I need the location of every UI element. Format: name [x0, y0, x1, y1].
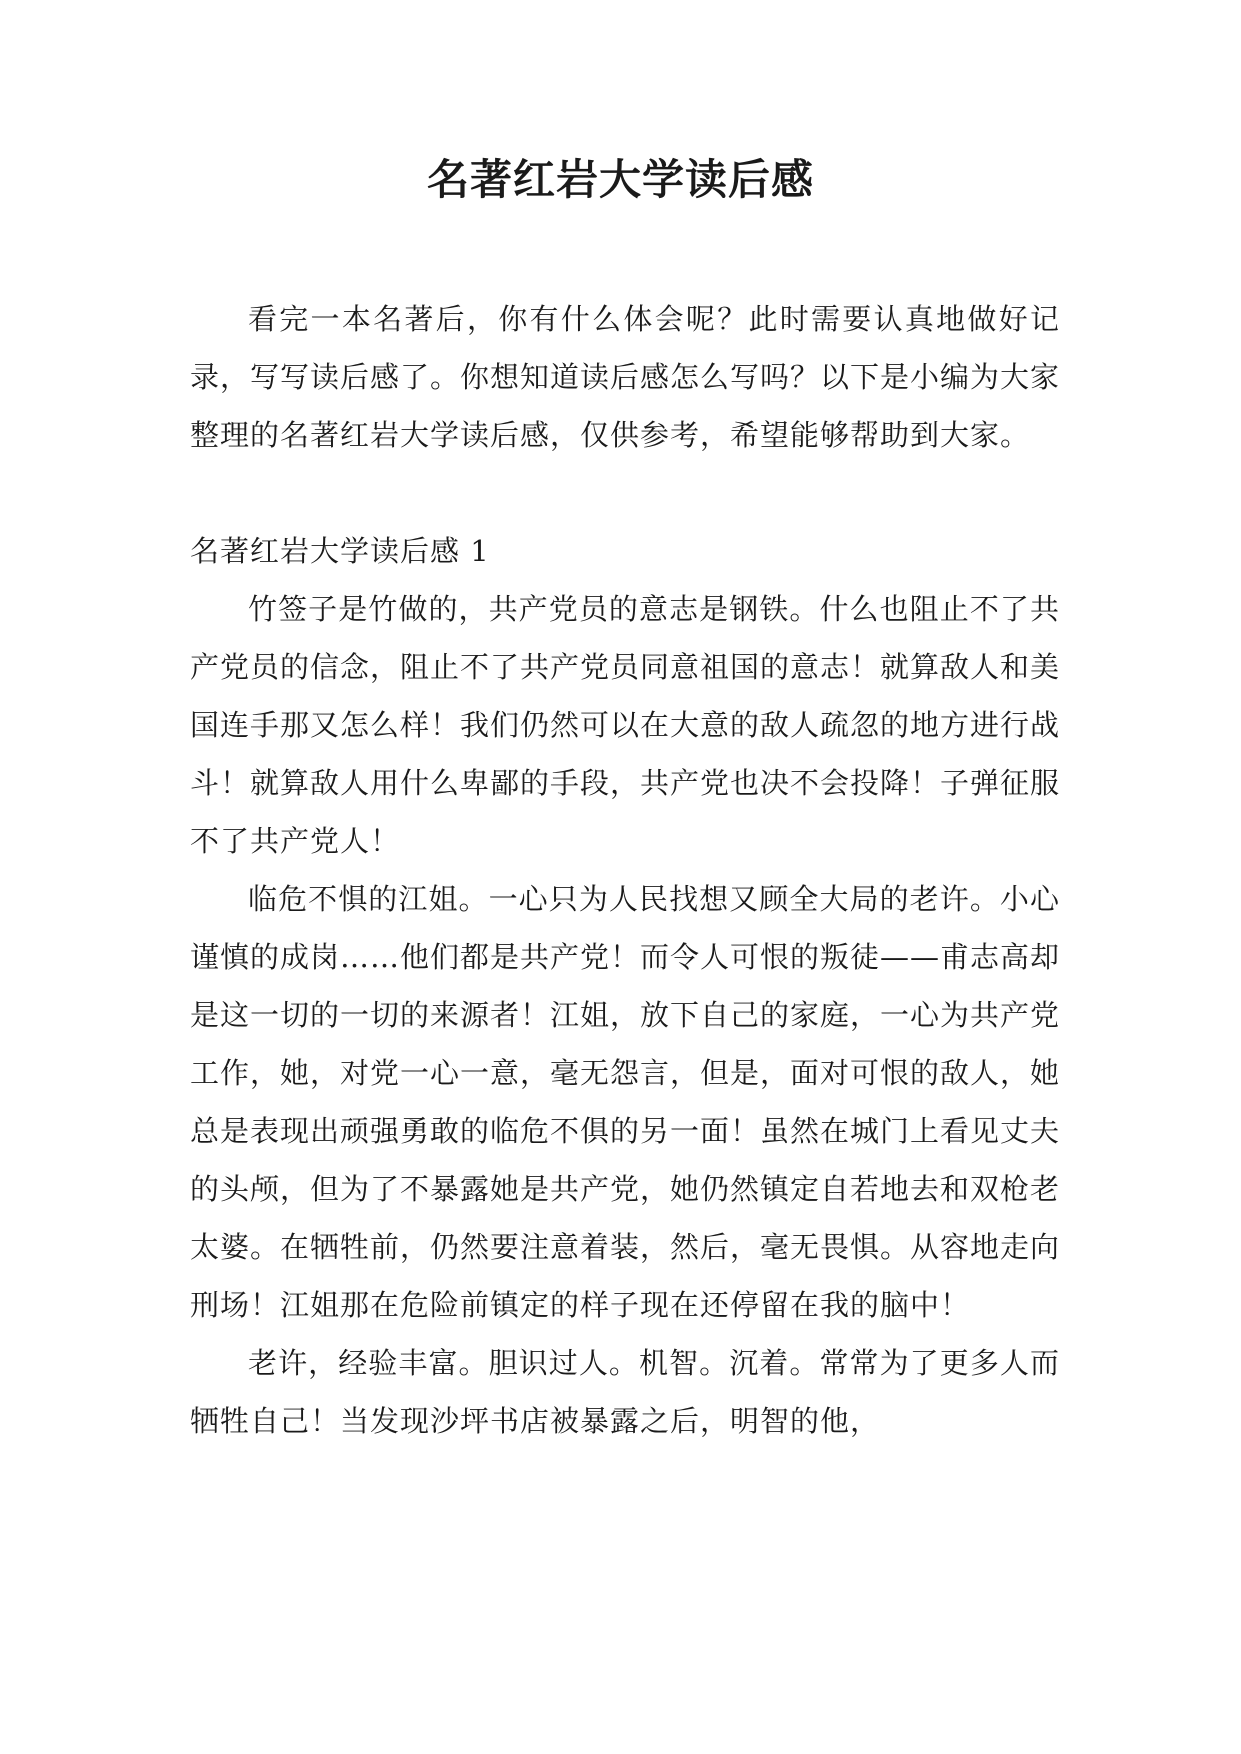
intro-paragraph: 看完一本名著后，你有什么体会呢？此时需要认真地做好记录，写写读后感了。你想知道读后感怎么写吗？以下是小编为大家整理的名著红岩大学读后感，仅供参考，希望能够帮助到大家。 — [190, 302, 1061, 452]
body-paragraph-2: 临危不惧的江姐。一心只为人民找想又顾全大局的老许。小心谨慎的成岗……他们都是共产党！而令人可恨的叛徒——甫志高却是这一切的一切的来源者！江姐，放下自己的家庭，一心为共产党工作，她，对党一心一意，毫无怨言，但是，面对可恨的敌人，她总是表现出顽强勇敢的临危不俱的另一面！虽然在城门上看见丈夫的头颅，但为了不暴露她是共产党，她仍然镇定自若地去和双枪老太婆。在牺牲前，仍然要注意着装，然后，毫无畏惧。从容地走向刑场！江姐那在危险前镇定的样子现在还停留在我的脑中！ — [190, 882, 1061, 1322]
body-paragraph-3: 老许，经验丰富。胆识过人。机智。沉着。常常为了更多人而牺牲自己！当发现沙坪书店被暴露之后，明智的他， — [190, 1346, 1060, 1438]
body-paragraph-1: 竹签子是竹做的，共产党员的意志是钢铁。什么也阻止不了共产党员的信念，阻止不了共产党员同意祖国的意志！就算敌人和美国连手那又怎么样！我们仍然可以在大意的敌人疏忽的地方进行战斗！就算敌人用什么卑鄙的手段，共产党也决不会投降！子弹征服不了共产党人！ — [190, 592, 1061, 858]
document-body — [190, 290, 1060, 1450]
section-heading: 名著红岩大学读后感 1 — [190, 534, 490, 568]
document-title: 名著红岩大学读后感 — [426, 155, 814, 204]
